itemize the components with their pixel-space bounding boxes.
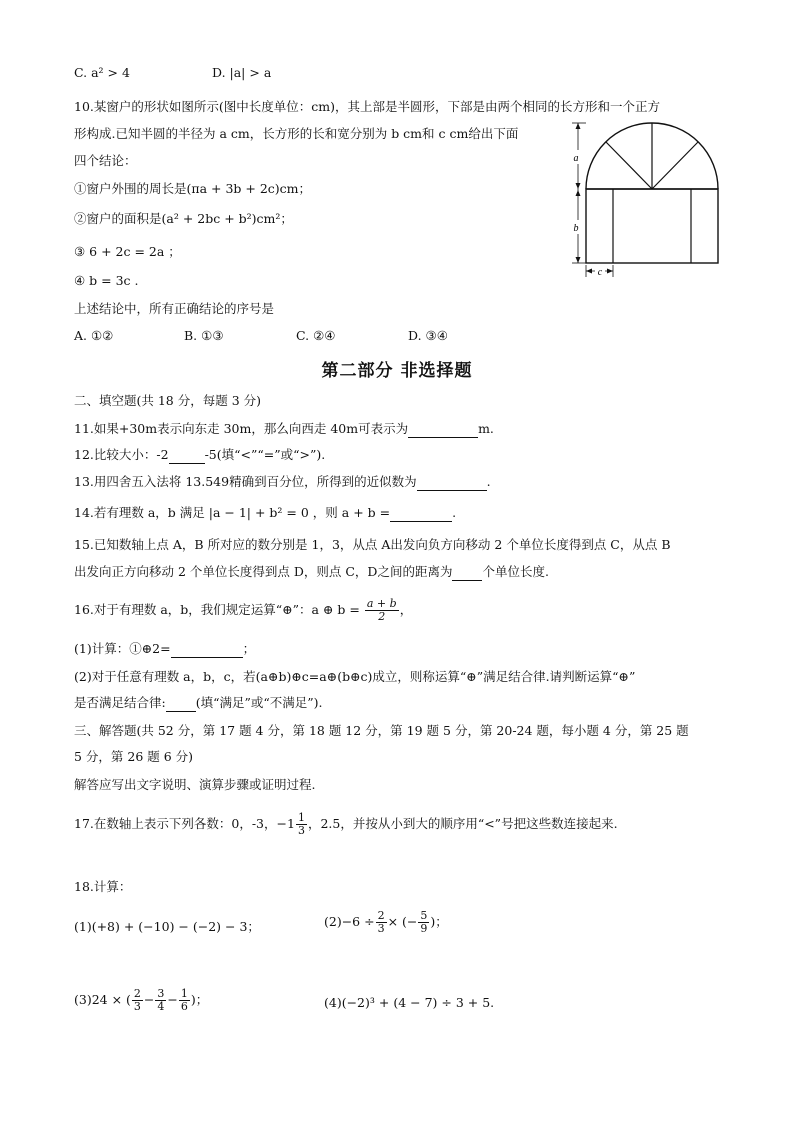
q18-expr3-frac2 [155,988,166,1013]
q9-option-d: D. |a| > a [212,65,272,80]
q16-part2-tail: (填“满足”或“不满足”). [195,695,323,710]
q10-option-b: B. ①③ [184,328,224,343]
q10-option-c: C. ②④ [296,328,336,343]
q10-conclusion-4: ④ b = 3c . [74,273,139,288]
q18-expr2-a: (2)−6 ÷ [324,914,375,929]
q15-text: 出发向正方向移动 2 个单位长度得到点 D，则点 C，D之间的距离为 [74,564,453,579]
q16-part2-line2 [74,694,323,712]
q18-expr3-frac1-den: 3 [133,1000,141,1013]
q18-title: 18.计算： [74,879,132,894]
q18-expr3-frac3-den: 6 [180,1000,188,1013]
q10-option-a: A. ①② [74,328,114,343]
q16-definition [74,598,412,623]
q18-expr3 [74,988,208,1013]
q15-line1: 15.已知数轴上点 A，B 所对应的数分别是 1，3，从点 A出发向负方向移动 2 个单位长度得到点 C，从点 B [74,537,671,552]
q16-text: 16.对于有理数 a，b，我们规定运算“⊕”：a ⊕ b = [74,602,360,617]
q11 [74,420,494,438]
section3-title-line2: 5 分，第 26 题 6 分) [74,749,194,764]
q18-expr3-frac1 [132,988,143,1013]
q18-expr2-frac2 [418,910,429,935]
q14-answer-blank[interactable] [390,507,452,522]
q11-answer-blank[interactable] [408,423,478,438]
q18-expr3-frac1-num: 2 [133,987,141,1000]
q16-comma: ， [399,602,413,617]
q18-expr3-frac2-den: 4 [157,1000,165,1013]
q9-option-c: C. a² > 4 [74,65,130,80]
q18-expr1: (1)(+8) + (−10) − (−2) − 3； [74,919,260,934]
q18-expr3-frac3 [179,988,190,1013]
q16-part1-blank[interactable] [171,643,243,658]
q16-frac-num: a + b [366,597,397,610]
q17-frac-den: 3 [297,824,305,837]
q16-part1-text: (1)计算：①⊕2= [74,641,171,656]
q18-expr2-frac1-den: 3 [377,922,385,935]
label-a: a [573,153,579,164]
q16-part2-text: 是否满足结合律: [74,695,166,710]
q15-answer-blank[interactable] [452,566,482,581]
q16-fraction [365,598,399,623]
q12-text: 12.比较大小：-2 [74,447,169,462]
q12 [74,446,325,464]
section2-title: 二、填空题(共 18 分，每题 3 分) [74,393,262,408]
q18-expr3-frac2-num: 3 [157,987,165,1000]
q17-frac-num: 1 [297,811,305,824]
q15-line2 [74,563,549,581]
section3-title-line1: 三、解答题(共 52 分，第 17 题 4 分，第 18 题 12 分，第 19 题 5 分，第 20-24 题，每小题 4 分，第 25 题 [74,723,689,738]
q18-expr3-c: )； [190,992,209,1007]
q16-part2-line1: (2)对于任意有理数 a，b，c，若(a⊕b)⊕c=a⊕(b⊕c)成立，则称运算“⊕”满足结合律.请判断运算“⊕” [74,669,636,684]
q10-stem-line1: 10.某窗户的形状如图所示(图中长度单位：cm)，其上部是半圆形，下部是由两个相同的长方形和一个正方 [74,99,660,114]
q10-stem-line3: 四个结论： [74,153,137,168]
q10-stem-line2: 形构成.已知半圆的半径为 a cm，长方形的长和宽分别为 b cm和 c cm给出下面 [74,126,519,141]
q17-tail: ，2.5，并按从小到大的顺序用“<”号把这些数连接起来. [307,816,618,831]
q18-expr2 [324,910,448,935]
label-c: c [597,267,603,278]
section3-note: 解答应写出文字说明、演算步骤或证明过程. [74,777,316,792]
q16-part1-tail: ； [242,641,256,656]
q18-expr2-c: )； [430,914,448,929]
q12-answer-blank[interactable] [169,449,205,464]
q18-expr3-m2: − [167,992,178,1007]
window-diagram [566,116,726,282]
q17 [74,812,618,837]
q16-frac-den: 2 [378,610,386,623]
q18-expr3-frac3-num: 1 [180,987,188,1000]
q18-expr2-frac1 [376,910,387,935]
q10-conclusion-1: ①窗户外围的周长是(πa + 3b + 2c)cm； [74,181,312,196]
q13 [74,473,491,491]
q18-expr3-m1: − [143,992,155,1007]
q14-tail: . [452,505,457,520]
q10-conclusion-2: ②窗户的面积是(a² + 2bc + b²)cm²； [74,211,293,226]
q11-unit: m. [478,421,494,436]
q17-text: 17.在数轴上表示下列各数：0，-3，−1 [74,816,295,831]
q16-part1 [74,640,255,658]
q10-option-d: D. ③④ [408,328,448,343]
q18-expr4: (4)(−2)³ + (4 − 7) ÷ 3 + 5. [324,995,495,1010]
q16-part2-blank[interactable] [166,697,196,712]
q18-expr2-frac2-num: 5 [420,909,428,922]
q11-text: 11.如果+30m表示向东走 30m，那么向西走 40m可表示为 [74,421,409,436]
q18-expr2-b: × (− [387,914,418,929]
q13-text: 13.用四舍五入法将 13.549精确到百分位，所得到的近似数为 [74,474,417,489]
q13-answer-blank[interactable] [417,476,487,491]
q14-text: 14.若有理数 a，b 满足 [74,505,205,520]
q10-conclusion-3: ③ 6 + 2c = 2a ； [74,244,181,259]
label-b: b [573,223,579,234]
part2-title: 第二部分 非选择题 [321,361,473,381]
q17-fraction [296,812,307,837]
q15-tail: 个单位长度. [482,564,549,579]
q18-expr3-a: (3)24 × ( [74,992,131,1007]
q13-tail: . [486,474,491,489]
q18-expr2-frac2-den: 9 [420,922,428,935]
q14 [74,504,456,522]
q14-equation: |a − 1| + b² = 0 ，则 a + b = [208,505,391,520]
q12-tail: -5(填“<”“=”或“>”). [204,447,326,462]
q10-question: 上述结论中，所有正确结论的序号是 [74,301,275,316]
q18-expr2-frac1-num: 2 [377,909,385,922]
